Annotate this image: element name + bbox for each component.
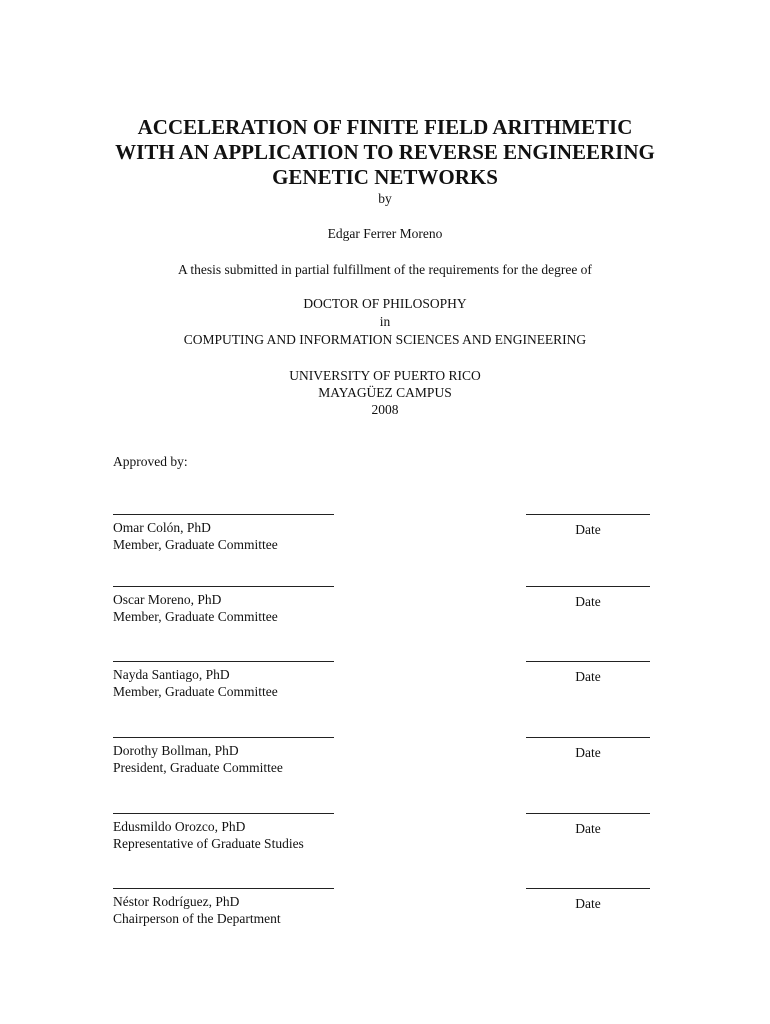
signature-block: [0, 888, 770, 948]
signatory-role: Chairperson of the Department: [113, 911, 281, 926]
signatory-role: Member, Graduate Committee: [113, 684, 278, 699]
author-name: Edgar Ferrer Moreno: [327, 226, 443, 241]
date-line: [526, 737, 650, 738]
date-label: Date: [575, 522, 601, 537]
university-name: UNIVERSITY OF PUERTO RICO: [289, 368, 481, 383]
signatory-name: Nayda Santiago, PhD: [113, 667, 230, 682]
date-label: Date: [575, 745, 601, 760]
signatory-name: Néstor Rodríguez, PhD: [113, 894, 240, 909]
signatory-name: Edusmildo Orozco, PhD: [113, 819, 246, 834]
approved-by-label: Approved by:: [113, 454, 188, 469]
by-text: by: [378, 191, 392, 206]
title-line-3: GENETIC NETWORKS: [272, 165, 498, 189]
date-label: Date: [575, 821, 601, 836]
date-line: [526, 661, 650, 662]
thesis-year: 2008: [371, 402, 399, 417]
date-label: Date: [575, 594, 601, 609]
signatory-role: Representative of Graduate Studies: [113, 836, 304, 851]
signature-line: [113, 661, 334, 662]
date-line: [526, 586, 650, 587]
signatory-role: Member, Graduate Committee: [113, 609, 278, 624]
signatory-name: Oscar Moreno, PhD: [113, 592, 222, 607]
signature-block: [0, 661, 770, 721]
signatory-name: Dorothy Bollman, PhD: [113, 743, 239, 758]
thesis-title: [0, 115, 770, 190]
signature-line: [113, 514, 334, 515]
signature-line: [113, 888, 334, 889]
degree-field: COMPUTING AND INFORMATION SCIENCES AND ENGINEERING: [183, 332, 587, 347]
signature-block: [0, 586, 770, 646]
signature-block: [0, 514, 770, 574]
title-line-1: ACCELERATION OF FINITE FIELD ARITHMETIC: [137, 115, 633, 139]
date-line: [526, 514, 650, 515]
degree-name: DOCTOR OF PHILOSOPHY: [303, 296, 467, 311]
signatory-name: Omar Colón, PhD: [113, 520, 211, 535]
date-line: [526, 813, 650, 814]
campus-name: MAYAGÜEZ CAMPUS: [318, 385, 452, 400]
signature-block: [0, 737, 770, 797]
signatory-role: President, Graduate Committee: [113, 760, 283, 775]
date-line: [526, 888, 650, 889]
signature-line: [113, 737, 334, 738]
submission-statement: A thesis submitted in partial fulfillment of the requirements for the degree of: [178, 262, 592, 277]
signature-line: [113, 813, 334, 814]
date-label: Date: [575, 669, 601, 684]
signature-line: [113, 586, 334, 587]
signatory-role: Member, Graduate Committee: [113, 537, 278, 552]
title-line-2: WITH AN APPLICATION TO REVERSE ENGINEERING: [115, 140, 655, 164]
degree-in: in: [379, 314, 391, 329]
date-label: Date: [575, 896, 601, 911]
signature-block: [0, 813, 770, 873]
